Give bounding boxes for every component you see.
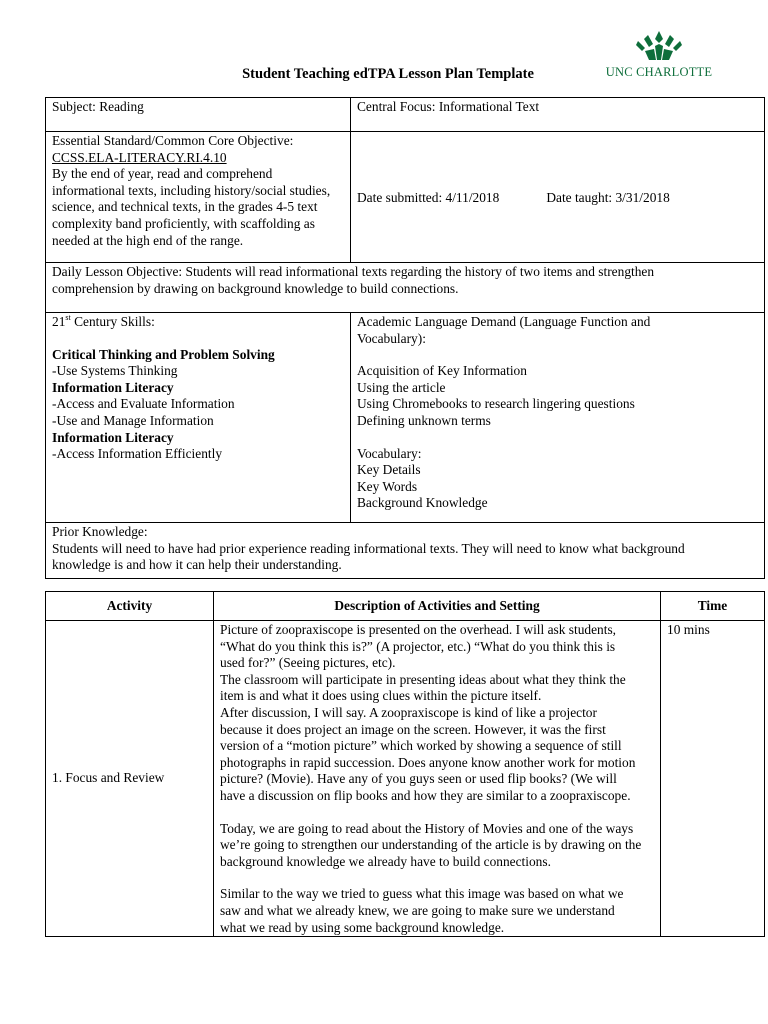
description-line: After discussion, I will say. A zoopraxiscope is kind of like a projector: [220, 704, 597, 720]
academic-language-cell: [351, 313, 765, 523]
standard-line: complexity band proficiently, with scaffolding as: [52, 215, 315, 231]
central-focus-cell: Central Focus: Informational Text: [351, 98, 765, 132]
description-line: The classroom will participate in presenting ideas about what they think the: [220, 671, 626, 687]
prior-knowledge-cell: [46, 523, 765, 579]
academic-language-heading: Academic Language Demand (Language Function and: [357, 314, 651, 329]
description-line: Similar to the way we tried to guess what this image was based on what we: [220, 886, 624, 902]
crown-icon: [634, 30, 684, 64]
activity-description: [214, 621, 661, 937]
standard-cell: [46, 132, 351, 263]
prior-knowledge-line: Students will need to have had prior experience reading informational texts. They will need to know what background: [52, 540, 685, 556]
language-function-item: Using the article: [357, 379, 446, 395]
date-submitted: Date submitted: 4/11/2018: [357, 190, 500, 205]
dates-cell: [351, 132, 765, 263]
lesson-plan-table: [45, 97, 765, 579]
skill-group-title: Information Literacy: [52, 379, 174, 395]
document-title: Student Teaching edTPA Lesson Plan Template: [242, 66, 534, 82]
description-header: Description of Activities and Setting: [214, 592, 661, 621]
vocabulary-item: Background Knowledge: [357, 495, 488, 511]
time-header: Time: [661, 592, 765, 621]
activities-table: [45, 591, 765, 937]
daily-objective-line: comprehension by drawing on background knowledge to build connections.: [52, 280, 459, 296]
activity-name: 1. Focus and Review: [46, 621, 214, 937]
academic-language-heading: Vocabulary):: [357, 330, 426, 346]
vocabulary-label: Vocabulary:: [357, 445, 422, 461]
description-line: because it does project an image on the screen. However, it was the first: [220, 721, 606, 737]
skill-item: -Use Systems Thinking: [52, 363, 178, 379]
vocabulary-item: Key Details: [357, 462, 421, 478]
date-taught: Date taught: 3/31/2018: [546, 190, 670, 205]
description-line: have a discussion on flip books and how they are similar to a zoopraxiscope.: [220, 787, 631, 803]
unc-charlotte-logo: [604, 30, 714, 80]
description-line: “What do you think this is?” (A projector, etc.) “What do you think this is: [220, 638, 616, 654]
standard-link[interactable]: CCSS.ELA-LITERACY.RI.4.10: [52, 149, 227, 165]
skill-group-title: Critical Thinking and Problem Solving: [52, 346, 275, 362]
standard-line: By the end of year, read and comprehend: [52, 166, 273, 182]
century-skills-heading: 21st Century Skills:: [52, 313, 155, 329]
prior-knowledge-label: Prior Knowledge:: [52, 524, 148, 539]
activity-time: 10 mins: [661, 621, 765, 937]
language-function-item: Defining unknown terms: [357, 412, 491, 428]
description-line: picture? (Movie). Have any of you guys seen or used flip books? (We will: [220, 771, 617, 787]
skill-item: -Access and Evaluate Information: [52, 396, 235, 412]
vocabulary-item: Key Words: [357, 478, 418, 494]
description-line: item is and what it does using clues within the picture itself.: [220, 688, 542, 704]
skill-item: -Use and Manage Information: [52, 412, 214, 428]
daily-objective-cell: [46, 263, 765, 313]
prior-knowledge-line: knowledge is and how it can help their understanding.: [52, 557, 342, 573]
skill-item: -Access Information Efficiently: [52, 446, 223, 462]
description-line: background knowledge we already have to build connections.: [220, 853, 551, 869]
daily-objective-line: Daily Lesson Objective: Students will read informational texts regarding the history of two items and strengthen: [52, 264, 655, 279]
standard-line: science, and technical texts, in the grades 4-5 text: [52, 199, 318, 215]
language-function-item: Acquisition of Key Information: [357, 363, 527, 379]
activity-header: Activity: [46, 592, 214, 621]
logo-wordmark: UNC CHARLOTTE: [605, 65, 713, 79]
subject-cell: Subject: Reading: [46, 98, 351, 132]
description-line: used for?” (Seeing pictures, etc).: [220, 655, 396, 671]
language-function-item: Using Chromebooks to research lingering questions: [357, 396, 635, 412]
description-line: photographs in rapid succession. Does anyone know another work for motion: [220, 754, 636, 770]
description-line: Picture of zoopraxiscope is presented on the overhead. I will ask students,: [220, 622, 617, 637]
description-line: Today, we are going to read about the History of Movies and one of the ways: [220, 820, 634, 836]
standard-line: informational texts, including history/social studies,: [52, 182, 331, 198]
standard-label: Essential Standard/Common Core Objective:: [52, 133, 294, 148]
description-line: what we read by using some background knowledge.: [220, 919, 505, 935]
description-line: we’re going to strengthen our understanding of the article is by drawing on the: [220, 837, 642, 853]
description-line: version of a “motion picture” which worked by showing a sequence of still: [220, 738, 622, 754]
century-skills-cell: [46, 313, 351, 523]
standard-line: needed at the high end of the range.: [52, 232, 244, 248]
description-line: saw and what we already knew, we are going to make sure we understand: [220, 902, 615, 918]
skill-group-title: Information Literacy: [52, 429, 174, 445]
